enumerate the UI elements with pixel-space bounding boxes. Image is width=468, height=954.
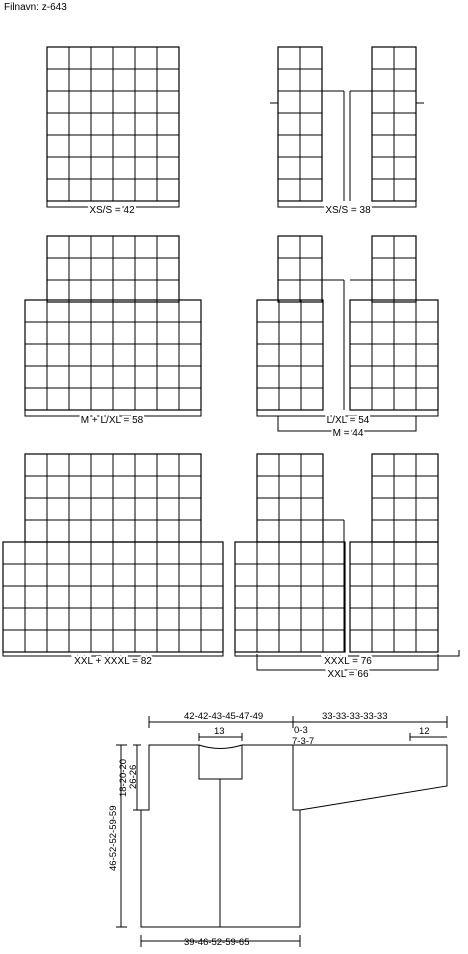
label-m-lxl-58: M + L/XL = 58 bbox=[80, 415, 144, 426]
label-lxl-54: L/XL = 54 bbox=[326, 415, 370, 426]
grid-xxl-xxxl-82-body bbox=[3, 542, 223, 652]
label-xxl-66: XXL = 66 bbox=[327, 669, 369, 680]
neck-width-label: 13 bbox=[214, 726, 225, 737]
grid-m-lxl-58-body bbox=[25, 300, 201, 410]
grid-xs-s-42 bbox=[47, 47, 179, 201]
label-xs-s-38: XS/S = 38 bbox=[325, 205, 371, 216]
body-width-bottom-label: 39-46-52-59-65 bbox=[184, 937, 250, 948]
armhole-depth-b-label: 26-26 bbox=[128, 764, 139, 789]
grid-xs-s-38-right bbox=[372, 47, 416, 201]
armhole-depth-a-label: 18-20-20 bbox=[118, 758, 129, 797]
schematic-labels bbox=[108, 711, 430, 948]
sleeve-offset-a-label: 0-3 bbox=[294, 725, 308, 736]
label-xxxl-76: XXXL = 76 bbox=[324, 656, 372, 667]
square-grid-layouts bbox=[3, 47, 459, 670]
grid-lxl-right-top bbox=[372, 236, 416, 302]
garment-schematic bbox=[116, 716, 447, 947]
sleeve-offset-b-label: 7-3-7 bbox=[292, 736, 315, 747]
label-xxl-xxxl-82: XXL + XXXL = 82 bbox=[74, 656, 152, 667]
grid-xxl-xxxl-82-top bbox=[25, 454, 201, 542]
grid-xxxl-left-top bbox=[257, 454, 323, 542]
sleeve-end-label: 12 bbox=[419, 726, 430, 737]
label-m-44: M = 44 bbox=[332, 428, 364, 439]
sleeve-outline bbox=[293, 745, 447, 810]
body-width-top-label: 42-42-43-45-47-49 bbox=[184, 711, 264, 722]
label-xs-s-42: XS/S = 42 bbox=[89, 205, 135, 216]
grid-m-lxl-58-top bbox=[47, 236, 179, 302]
grid-xs-s-38-left bbox=[278, 47, 322, 201]
grid-lxl-right-body bbox=[350, 300, 438, 410]
grid-xxxl-right-body bbox=[350, 542, 438, 652]
sleeve-length-label: 33-33-33-33-33 bbox=[322, 711, 388, 722]
grid-xxxl-right-top bbox=[372, 454, 438, 542]
grid-lxl-left-body bbox=[257, 300, 323, 410]
grid-xxxl-left-body bbox=[235, 542, 345, 652]
neckline bbox=[199, 745, 242, 779]
body-length-label: 46-52-52-59-59 bbox=[108, 805, 119, 871]
grid-lxl-left-top bbox=[278, 236, 322, 302]
filename-label: Filnavn: z-643 bbox=[4, 2, 67, 13]
